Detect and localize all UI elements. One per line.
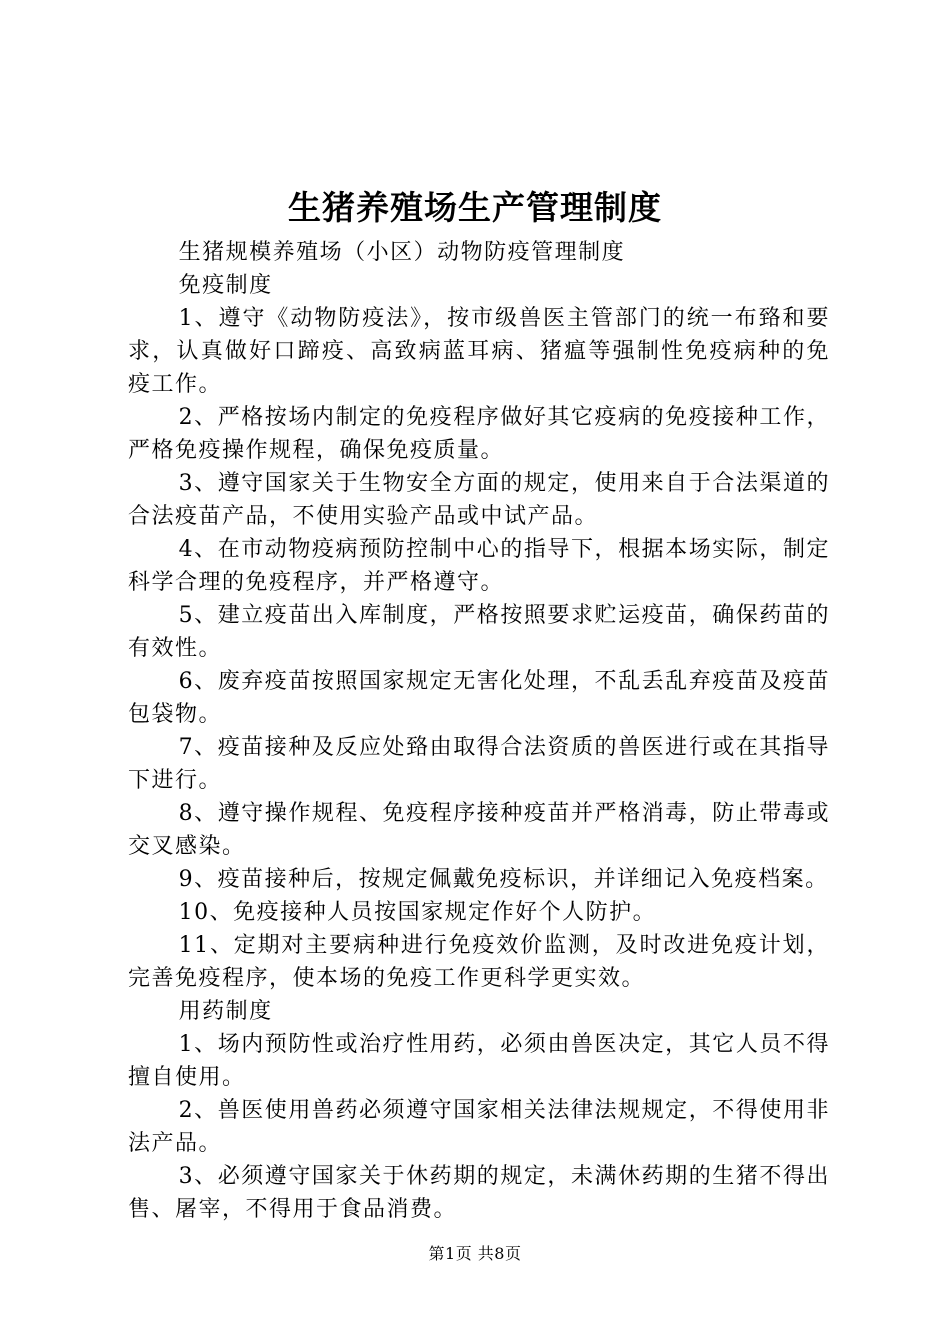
paragraph: 2、兽医使用兽药必须遵守国家相关法律法规规定，不得使用非法产品。: [128, 1098, 830, 1156]
paragraph: 9、疫苗接种后，按规定佩戴免疫标识，并详细记入免疫档案。: [178, 867, 829, 892]
paragraph: 7、疫苗接种及反应处臵由取得合法资质的兽医进行或在其指导下进行。: [128, 735, 830, 793]
paragraph: 10、免疫接种人员按国家规定作好个人防护。: [178, 900, 657, 925]
paragraph: 3、必须遵守国家关于休药期的规定，未满休药期的生猪不得出售、屠宰，不得用于食品消费。: [128, 1164, 830, 1222]
paragraph: 1、遵守《动物防疫法》，按市级兽医主管部门的统一布臵和要求，认真做好口蹄疫、高致病蓝耳病、猪瘟等强制性免疫病种的免疫工作。: [128, 306, 830, 397]
paragraph: 2、严格按场内制定的免疫程序做好其它疫病的免疫接种工作，严格免疫操作规程，确保免疫质量。: [128, 405, 830, 463]
paragraph: 5、建立疫苗出入库制度，严格按照要求贮运疫苗，确保药苗的有效性。: [128, 603, 830, 661]
paragraph: 11、定期对主要病种进行免疫效价监测，及时改进免疫计划，完善免疫程序，使本场的免疫工作更科学更实效。: [128, 933, 830, 991]
paragraph: 6、废弃疫苗按照国家规定无害化处理，不乱丢乱弃疫苗及疫苗包袋物。: [128, 669, 830, 727]
paragraph: 3、遵守国家关于生物安全方面的规定，使用来自于合法渠道的合法疫苗产品，不使用实验产品或中试产品。: [128, 471, 830, 529]
document-title: 生猪养殖场生产管理制度: [288, 188, 662, 227]
paragraph: 1、场内预防性或治疗性用药，必须由兽医决定，其它人员不得擅自使用。: [128, 1032, 830, 1090]
paragraph-subtitle: 生猪规模养殖场（小区）动物防疫管理制度: [178, 240, 626, 265]
page-footer-indicator: 第1页 共8页: [428, 1244, 522, 1263]
section-heading-immunization: 免疫制度: [178, 273, 273, 298]
document-body: [128, 236, 830, 1226]
paragraph: 8、遵守操作规程、免疫程序接种疫苗并严格消毒，防止带毒或交叉感染。: [128, 801, 830, 859]
section-heading-medication: 用药制度: [178, 999, 273, 1024]
paragraph: 4、在市动物疫病预防控制中心的指导下，根据本场实际，制定科学合理的免疫程序，并严格遵守。: [128, 537, 830, 595]
